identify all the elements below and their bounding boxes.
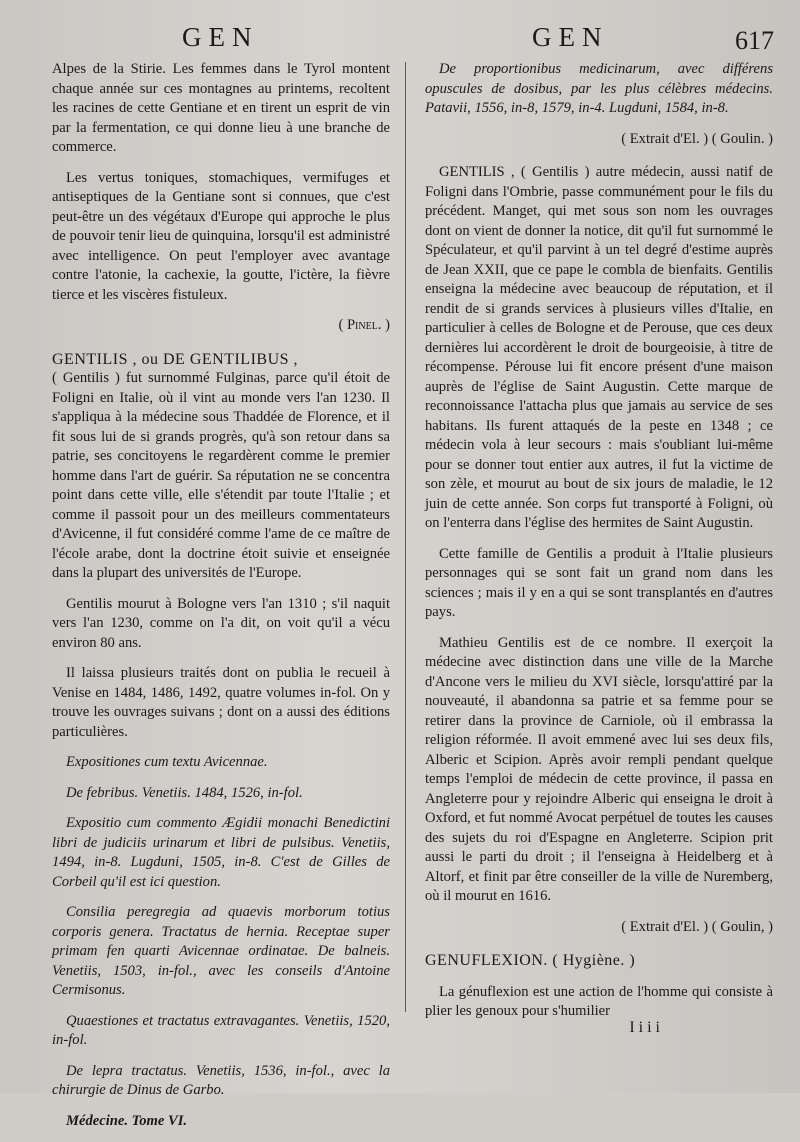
entry-heading: GENTILIS , ou DE GENTILIBUS ,: [52, 350, 299, 368]
right-column: [425, 60, 773, 1033]
bibliography-item: Quaestiones et tractatus extravagantes. Venetiis, 1520, in-fol.: [52, 1012, 390, 1048]
attribution: ( Extrait d'El. ) ( Goulin, ): [621, 918, 773, 935]
bibliography-item: De proportionibus medicinarum, avec différens opuscules de dosibus, par les plus célèbres médecins. Patavii, 1556, in-8, 1579, in-4. Lugduni, 1584, in-8.: [425, 61, 773, 116]
paragraph: Il laissa plusieurs traités dont on publia le recueil à Venise en 1484, 1486, 1492, quatre volumes in-fol. On y trouve les ouvrages suivans ; dont on a aussi des éditions particulières.: [52, 665, 390, 740]
paragraph: GENTILIS , ( Gentilis ) autre médecin, aussi natif de Foligni dans l'Ombrie, passe communément pour le fils du précédent. Manget, qui met sous son nom les ouvrages dont on vient de donner la notice, dit qu'il fut surnommé le Spéculateur, et qu'il parvint à un tel degré d'estime auprès de Jean XXII, que ce pape le combla de bienfaits. Gentilis enseigna la médecine avec beaucoup de réputation, et il rendit de si grands services à plusieurs villes d'Italie, en particulier à celles de Bologne et de Perouse, que ces deux dernières lui accordèrent le droit de bourgeoisie, à titre de récompense. Pérouse lui fit encore présent d'une maison auprès de l'église de Saint Augustin. Cette marque de reconnoissance l'attacha plus que jamais au service de ses habitans. Ils furent attaqués de la peste en 1348 ; ce médecin vola à leur secours : mais s'oubliant lui-même pour se donner tout entier aux autres, il fut la victime de son zèle, et mourut au bout de six jours de maladie, le 12 juin de cette année. Son corps fut transporté à Foligni, où on l'enterra dans l'église des hermites de Saint Augustin.: [425, 164, 773, 531]
column-rule: [405, 62, 406, 1012]
paragraph: Mathieu Gentilis est de ce nombre. Il exerçoit la médecine avec distinction dans une ville de la Marche d'Ancone vers le milieu du XVI siècle, lorsqu'attiré par la nouveauté, il abandonna sa patrie et sa femme pour se retirer dans la province de Carniole, où il embrassa la religion réformée. Il avoit emmené avec lui ses deux fils, Alberic et Scipion. Après avoir rempli pendant quelque temps l'emploi de médecin de cette province, il passa en Angleterre pour y rejoindre Alberic qui enseigna le droit à Oxford, et fut nommé Avocat perpétuel de toutes les causes des sujets du roi d'Espagne en Angleterre. Scipion prit aussi le parti du droit ; il l'enseigna à Heidelberg et à Altorf, et finit par être conseiller de la ville de Nuremberg, où il mourut en 1616.: [425, 634, 773, 904]
bibliography-item: Expositio cum commento Ægidii monachi Benedictini libri de judiciis urinarum et libri de pulsibus. Venetiis, 1494, in-8. Lugduni, 1505, in-8. C'est de Gilles de Corbeil qu'il est ici question.: [52, 815, 390, 890]
paragraph: Les vertus toniques, stomachiques, vermifuges et antiseptiques de la Gentiane sont si connues, que c'est peut-être un des végétaux d'Europe qui approche le plus de pouvoir tenir lieu de quinquina, lorsqu'il est administré avec intelligence. On peut l'employer avec avantage contre l'atonie, la cachexie, la goutte, l'ictère, la fièvre tierce et les viscères fistuleux.: [52, 169, 390, 303]
left-column: [52, 60, 390, 1142]
paragraph: ( Gentilis ) fut surnommé Fulginas, parce qu'il étoit de Foligni en Italie, où il vint au monde vers l'an 1230. Il s'appliqua à la médecine sous Thaddée de Florence, et il fit sous lui de si grands progrès, qu'à son retour dans sa patrie, ses concitoyens le regardèrent comme le premier homme dans l'art de guérir. Sa réputation ne se concentra point dans cette ville, elle s'étendit par toute l'Italie ; et comme il passoit pour un des meilleurs commentateurs d'Avicenne, il fut considéré comme l'ame de ce maître de l'école arabe, dont la doctrine étoit suivie et enseignée dans la plupart des universités de l'Europe.: [52, 370, 390, 581]
paragraph: Cette famille de Gentilis a produit à l'Italie plusieurs personnages qui se sont fait un grand nom dans les sciences ; mais il y en a qui se sont transplantés en d'autres pays.: [425, 545, 773, 620]
running-head-left: GEN: [182, 22, 259, 52]
bibliography-item: De lepra tractatus. Venetiis, 1536, in-fol., avec la chirurgie de Dinus de Garbo.: [52, 1062, 390, 1098]
paragraph: Gentilis mourut à Bologne vers l'an 1310 ; s'il naquit vers l'an 1230, comme on l'a dit, on voit qu'il a vécu environ 80 ans.: [52, 595, 390, 651]
bibliography-item: Consilia peregregia ad quaevis morborum totius corporis genera. Tractatus de hernia. Receptae super primam fen quarti Avicennae ordinatae. De balneis. Venetiis, 1503, in-fol., avec les conseils d'Antoine Cermisonus.: [52, 904, 390, 998]
volume-footer: Médecine. Tome VI.: [66, 1112, 188, 1129]
attribution: ( Pinel. ): [338, 317, 390, 333]
signature-mark: I i i i: [629, 1019, 660, 1036]
attribution: ( Extrait d'El. ) ( Goulin. ): [621, 130, 773, 147]
paragraph: La génuflexion est une action de l'homme qui consiste à plier les genoux pour s'humilier: [425, 983, 773, 1019]
page-number: 617: [735, 26, 774, 55]
paragraph: Alpes de la Stirie. Les femmes dans le Tyrol montent chaque année sur ces montagnes au printems, recoltent les racines de cette Gentiane et en tirent un esprit de vin par la fermentation, ce qui donne lieu à une branche de commerce.: [52, 61, 390, 155]
running-head-right: GEN: [532, 22, 609, 52]
bibliography-item: De febribus. Venetiis. 1484, 1526, in-fol.: [66, 784, 303, 801]
entry-heading: GENUFLEXION. ( Hygiène. ): [425, 952, 636, 969]
bibliography-item: Expositiones cum textu Avicennae.: [66, 754, 268, 770]
